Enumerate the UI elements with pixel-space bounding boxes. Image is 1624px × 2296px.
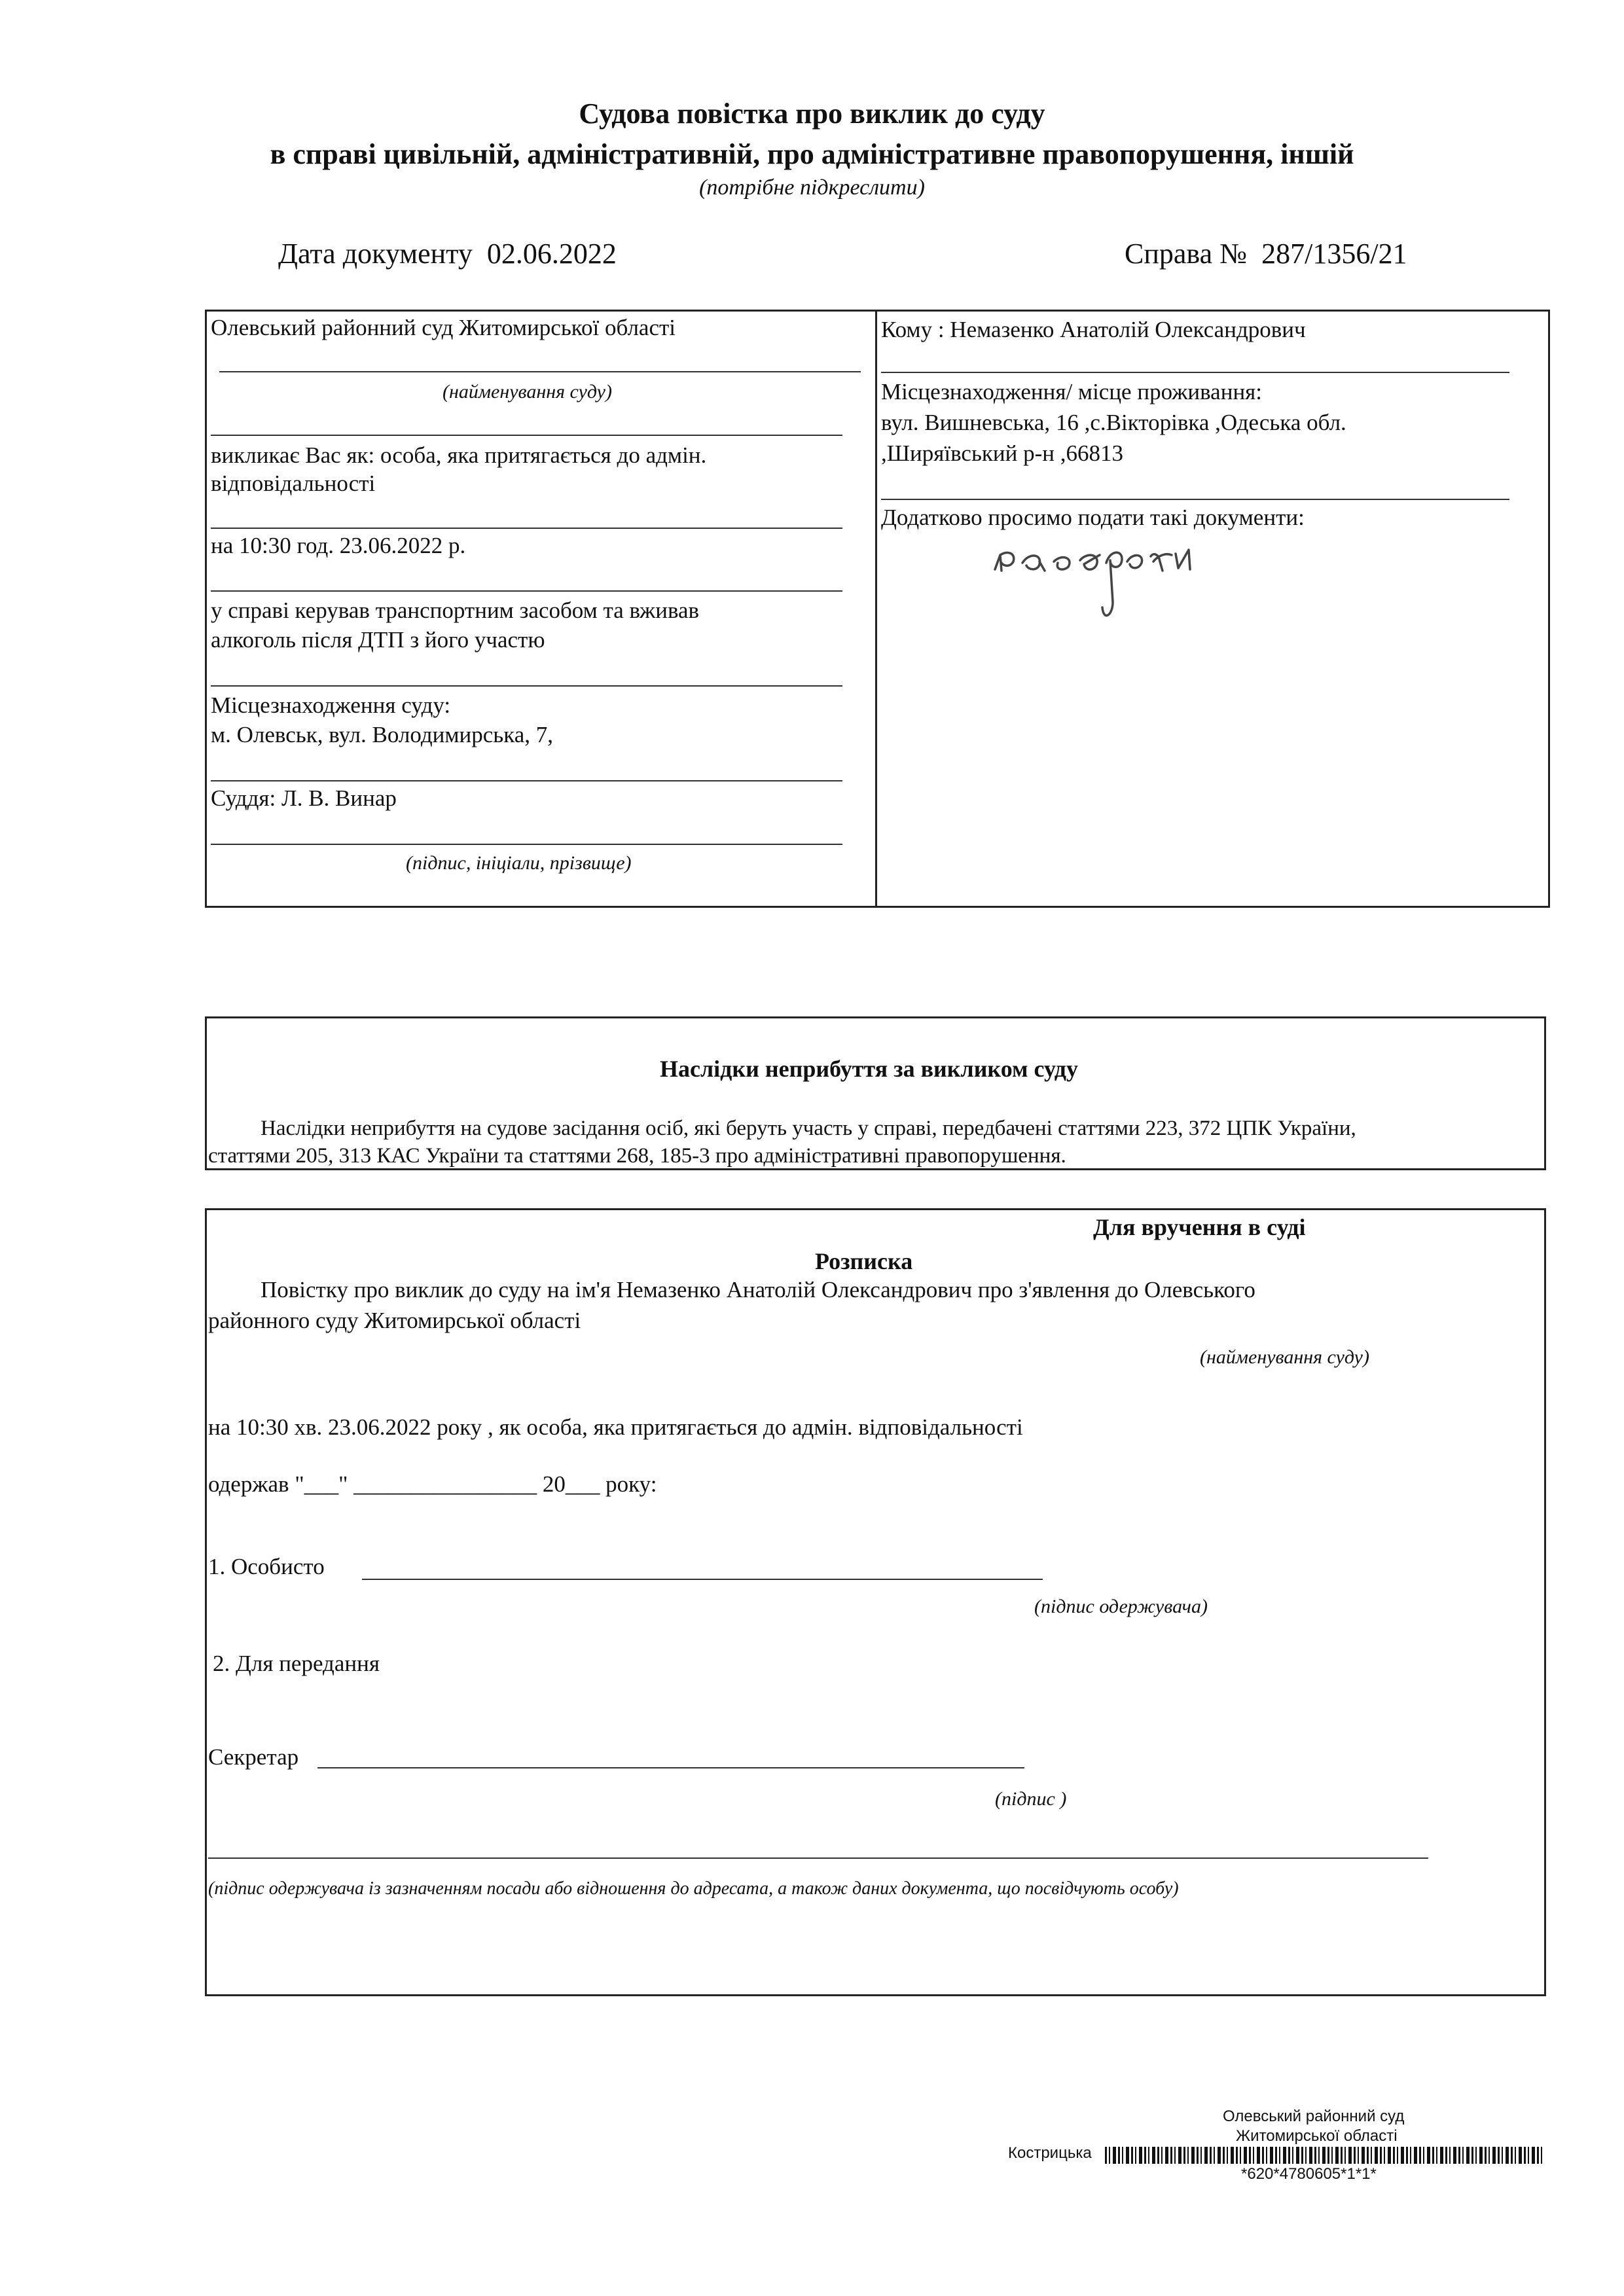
handwritten-note <box>982 524 1309 648</box>
court-name-underline <box>219 371 861 372</box>
stamp-court-line2: Житомирської області <box>1236 2127 1398 2145</box>
separator-line <box>211 528 842 529</box>
case-description-line1: у справі керував транспортним засобом та вживав <box>211 598 700 623</box>
case-description-line2: алкоголь після ДТП з його участю <box>211 627 545 653</box>
recipient-address-line1: вул. Вишневська, 16 ,с.Вікторівка ,Одеська обл. <box>881 410 1346 435</box>
court-location-value: м. Олевськ, вул. Володимирська, 7, <box>211 722 554 747</box>
operator-name: Кострицька <box>1008 2144 1092 2162</box>
personally-caption: (підпис одержувача) <box>1034 1596 1208 1617</box>
date-value: 02.06.2022 <box>486 238 617 270</box>
recipient-location-label: Місцезнаходження/ місце проживання: <box>881 379 1262 404</box>
summons-divider <box>875 310 877 908</box>
secretary-label: Секретар <box>208 1744 299 1770</box>
address-underline <box>881 499 1509 500</box>
judge-name: Суддя: Л. В. Винар <box>211 785 397 811</box>
hearing-time: на 10:30 год. 23.06.2022 р. <box>211 533 466 558</box>
barcode-text: *620*4780605*1*1* <box>1241 2165 1377 2183</box>
separator-line <box>211 685 842 687</box>
transfer-label: 2. Для передання <box>213 1651 380 1676</box>
subtitle-note: (потрібне підкреслити) <box>699 175 925 200</box>
summons-role-line2: відповідальності <box>211 471 376 496</box>
receipt-title: Розписка <box>815 1248 913 1274</box>
separator-line <box>211 780 842 781</box>
received-date-line: одержав "___" ________________ 20___ року: <box>208 1471 657 1497</box>
judge-signature-line <box>211 844 842 845</box>
document-date <box>278 237 617 270</box>
receipt-text-line1: Повістку про виклик до суду на ім'я Немазенко Анатолій Олександрович про з'явлення до Олевського <box>261 1277 1255 1302</box>
secretary-signature-line <box>317 1767 1024 1768</box>
consequences-text-line1: Наслідки неприбуття на судове засідання осіб, які беруть участь у справі, передбачені статтями 223, 372 ЦПК України, <box>261 1117 1356 1140</box>
document-barcode <box>1105 2147 1543 2164</box>
court-name: Олевський районний суд Житомирської області <box>211 315 676 340</box>
court-location-label: Місцезнаходження суду: <box>211 692 451 718</box>
recipient: Кому : Немазенко Анатолій Олександрович <box>881 317 1306 342</box>
judge-caption: (підпис, ініціали, прізвище) <box>406 852 632 874</box>
document-title: Судова повістка про виклик до суду <box>579 98 1045 130</box>
court-name-caption: (найменування суду) <box>442 381 612 403</box>
recipient-details-line <box>208 1857 1428 1859</box>
recipient-underline <box>881 372 1509 373</box>
separator-line <box>211 435 842 436</box>
summons-role-line1: викликає Вас як: особа, яка притягається до адмін. <box>211 442 707 468</box>
receipt-hearing-time: на 10:30 хв. 23.06.2022 року , як особа, яка притягається до адмін. відповідальності <box>208 1414 1023 1440</box>
case-label: Справа № <box>1125 238 1248 270</box>
date-label: Дата документу <box>278 238 473 270</box>
recipient-address-line2: ,Ширяївський р-н ,66813 <box>881 440 1124 466</box>
stamp-court-line1: Олевський районний суд <box>1223 2108 1405 2125</box>
consequences-title: Наслідки неприбуття за викликом суду <box>660 1056 1078 1082</box>
receipt-court-caption: (найменування суду) <box>1200 1346 1369 1368</box>
case-value: 287/1356/21 <box>1261 238 1407 270</box>
for-delivery-label: Для вручення в суді <box>1093 1214 1306 1240</box>
personally-label: 1. Особисто <box>208 1554 325 1579</box>
document-subtitle: в справі цивільній, адміністративній, про адміністративне правопорушення, іншій <box>270 138 1354 170</box>
receipt-text-line2: районного суду Житомирської області <box>208 1308 581 1333</box>
recipient-details-caption: (підпис одержувача із зазначенням посади або відношення до адресата, а також даних документа, що посвідчують особу) <box>208 1878 1179 1899</box>
consequences-text-line2: статтями 205, 313 КАС України та статтями 268, 185-3 про адміністративні правопорушення. <box>208 1144 1066 1168</box>
secretary-caption: (підпис ) <box>995 1788 1067 1810</box>
personally-signature-line <box>362 1579 1043 1580</box>
separator-line <box>211 590 842 592</box>
case-number <box>1125 237 1407 270</box>
documents-request-label: Додатково просимо подати такі документи: <box>881 505 1305 530</box>
